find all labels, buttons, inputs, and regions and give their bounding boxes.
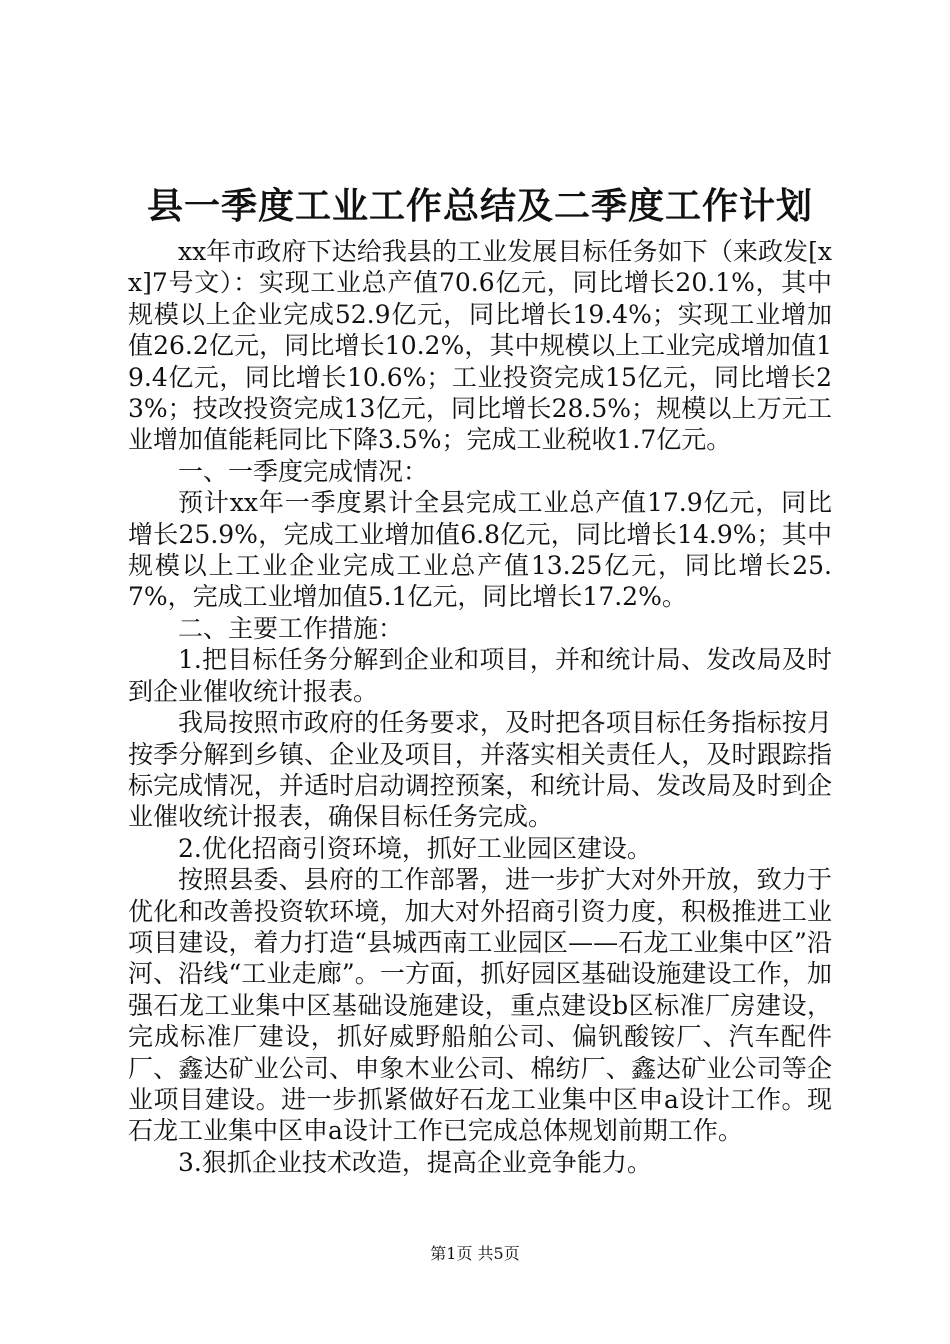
measure-1-heading: 1.把目标任务分解到企业和项目，并和统计局、发改局及时到企业催收统计报表。 [128, 645, 832, 706]
paragraph-targets: xx年市政府下达给我县的工业发展目标任务如下（来政发[xx]7号文）：实现工业总产值70.6亿元，同比增长20.1%，其中规模以上企业完成52.9亿元，同比增长19.4%；实现工业增加值26.2亿元，同比增长10.2%，其中规模以上工业完成增加值19.4亿元，同比增长10.6%；工业投资完成15亿元，同比增长23%；技改投资完成13亿元，同比增长28.5%；规模以上万元工业增加值能耗同比下降3.5%；完成工业税收1.7亿元。 [128, 237, 832, 455]
measure-2-body: 按照县委、县府的工作部署，进一步扩大对外开放，致力于优化和改善投资软环境，加大对外招商引资力度，积极推进工业项目建设，着力打造“县城西南工业园区——石龙工业集中区”沿河、沿线“工业走廊”。一方面，抓好园区基础设施建设工作，加强石龙工业集中区基础设施建设，重点建设b区标准厂房建设，完成标准厂建设，抓好威野船舶公司、偏钒酸铵厂、汽车配件厂、鑫达矿业公司、申象木业公司、棉纺厂、鑫达矿业公司等企业项目建设。进一步抓紧做好石龙工业集中区申a设计工作。现石龙工业集中区申a设计工作已完成总体规划前期工作。 [128, 865, 832, 1146]
page-footer: 第1页 共5页 [430, 1244, 520, 1263]
heading-q1-completion: 一、一季度完成情况： [178, 456, 429, 486]
measure-2-heading: 2.优化招商引资环境，抓好工业园区建设。 [178, 833, 652, 863]
document-title: 县一季度工业工作总结及二季度工作计划 [146, 185, 813, 227]
paragraph-q1-results: 预计xx年一季度累计全县完成工业总产值17.9亿元，同比增长25.9%，完成工业增加值6.8亿元，同比增长14.9%；其中规模以上工业企业完成工业总产值13.25亿元，同比增长25.7%，完成工业增加值5.1亿元，同比增长17.2%。 [128, 488, 832, 612]
measure-3-heading: 3.狠抓企业技术改造，提高企业竞争能力。 [178, 1147, 652, 1177]
measure-1-body: 我局按照市政府的任务要求，及时把各项目标任务指标按月按季分解到乡镇、企业及项目，并落实相关责任人，及时跟踪指标完成情况，并适时启动调控预案，和统计局、发改局及时到企业催收统计报表，确保目标任务完成。 [128, 708, 832, 832]
document-page [128, 180, 832, 1178]
heading-main-measures: 二、主要工作措施： [178, 613, 404, 643]
